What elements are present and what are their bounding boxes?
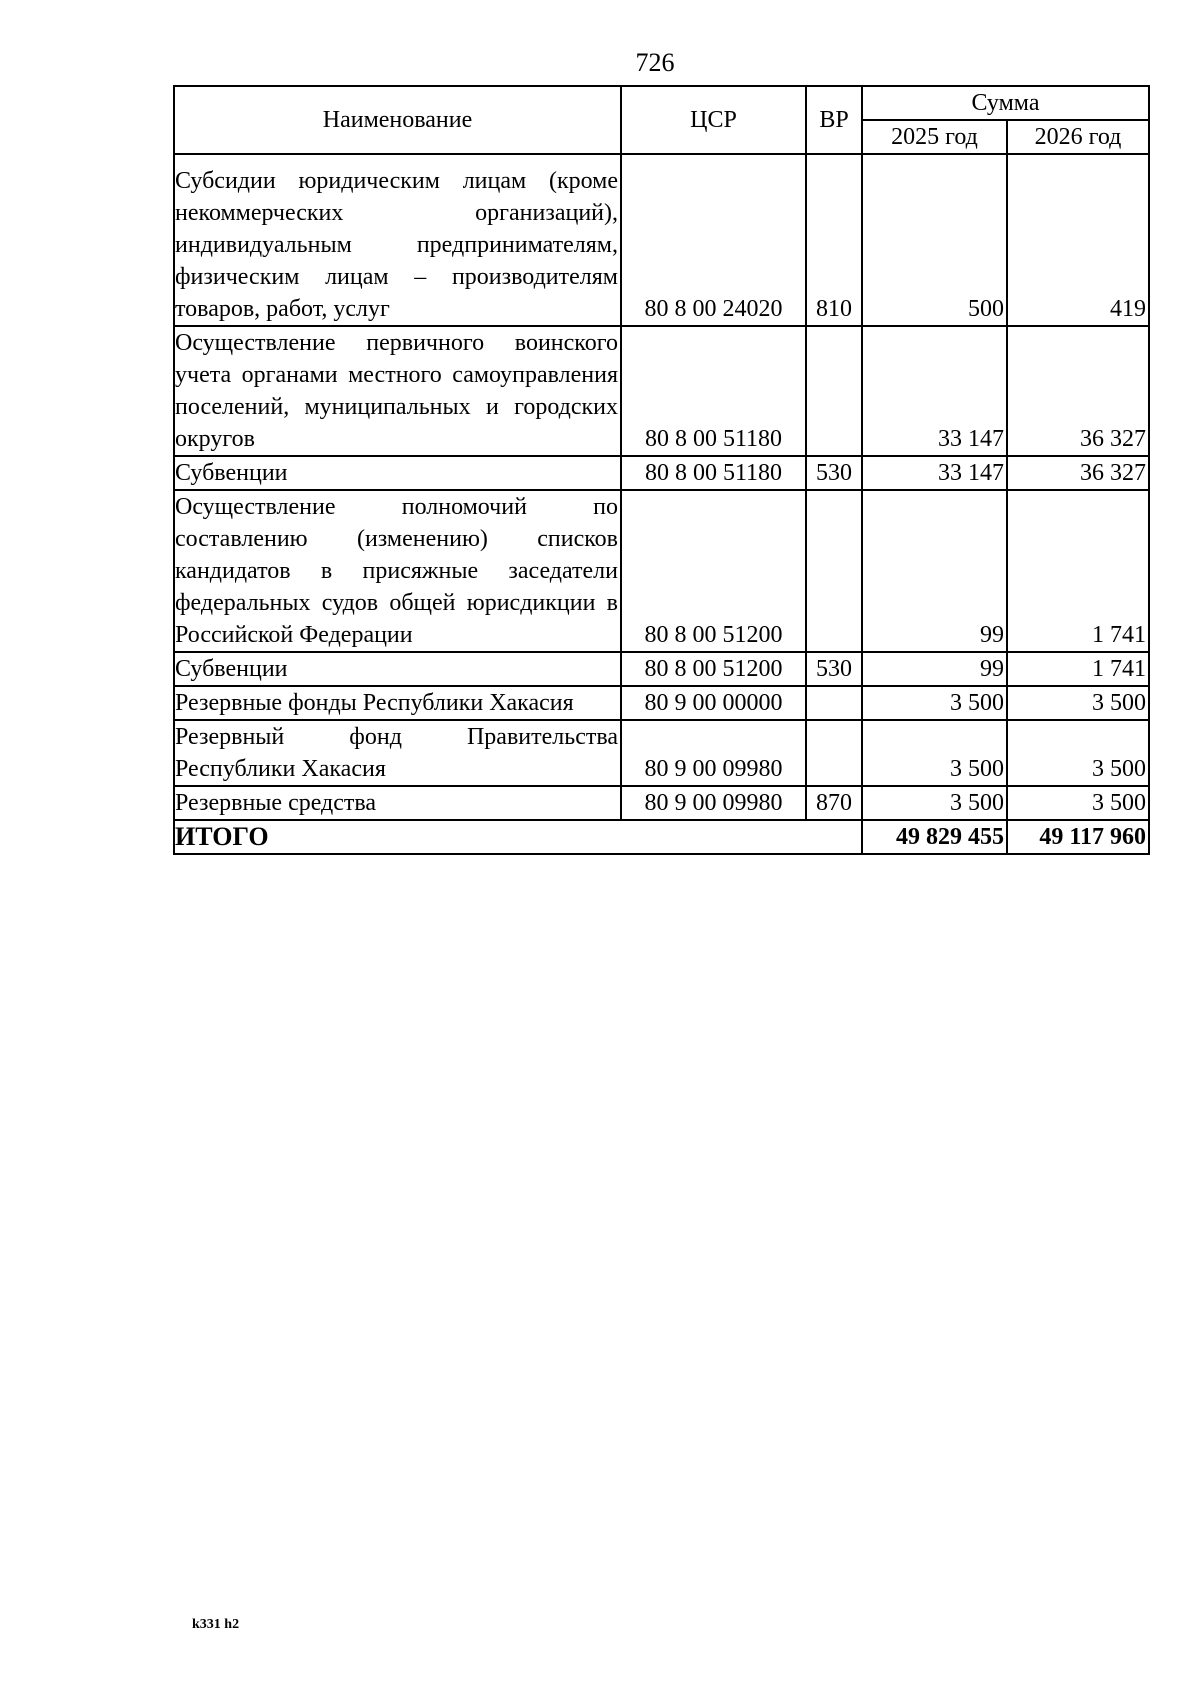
row-sum-2026: 3 500: [1007, 720, 1149, 786]
row-vr: [806, 490, 862, 652]
footer-code: k331 h2: [192, 1617, 240, 1632]
row-sum-2025: 33 147: [862, 456, 1007, 490]
row-name: Субвенции: [174, 652, 621, 686]
row-vr: 870: [806, 786, 862, 820]
row-vr: [806, 326, 862, 456]
row-name: Резервные средства: [174, 786, 621, 820]
row-sum-2025: 99: [862, 652, 1007, 686]
table-row: [174, 720, 1149, 786]
total-sum-2026: 49 117 960: [1007, 820, 1149, 854]
table-row: [174, 490, 1149, 652]
page-number: 726: [635, 48, 675, 77]
row-sum-2025: 500: [862, 154, 1007, 326]
row-sum-2026: 36 327: [1007, 326, 1149, 456]
row-vr: [806, 686, 862, 720]
table-row: [174, 652, 1149, 686]
row-csr: 80 8 00 51180: [621, 326, 806, 456]
row-name: Субвенции: [174, 456, 621, 490]
total-sum-2025: 49 829 455: [862, 820, 1007, 854]
table-row: [174, 456, 1149, 490]
row-csr: 80 8 00 51200: [621, 490, 806, 652]
table-row: [174, 154, 1149, 326]
total-label: ИТОГО: [174, 820, 862, 854]
row-sum-2026: 1 741: [1007, 490, 1149, 652]
row-name: Субсидии юридическим лицам (кроме некоммерческих организаций), индивидуальным предпринимателям, физическим лицам – производителям товаров, работ, услуг: [174, 154, 621, 326]
table-row: [174, 686, 1149, 720]
row-csr: 80 9 00 00000: [621, 686, 806, 720]
row-name: Осуществление первичного воинского учета органами местного самоуправления поселений, муниципальных и городских округов: [174, 326, 621, 456]
row-csr: 80 9 00 09980: [621, 786, 806, 820]
header-vr: ВР: [806, 86, 862, 154]
row-name: Резервный фонд Правительства Республики Хакасия: [174, 720, 621, 786]
row-sum-2026: 36 327: [1007, 456, 1149, 490]
table-row: [174, 326, 1149, 456]
row-csr: 80 8 00 24020: [621, 154, 806, 326]
row-sum-2025: 33 147: [862, 326, 1007, 456]
header-name: Наименование: [174, 86, 621, 154]
row-vr: [806, 720, 862, 786]
table-body: [174, 154, 1149, 854]
row-sum-2026: 419: [1007, 154, 1149, 326]
table-header: [174, 86, 1149, 154]
row-csr: 80 8 00 51180: [621, 456, 806, 490]
row-name: Резервные фонды Республики Хакасия: [174, 686, 621, 720]
row-vr: 530: [806, 652, 862, 686]
row-vr: 530: [806, 456, 862, 490]
row-csr: 80 9 00 09980: [621, 720, 806, 786]
row-sum-2026: 3 500: [1007, 686, 1149, 720]
row-name: Осуществление полномочий по составлению (изменению) списков кандидатов в присяжные заседатели федеральных судов общей юрисдикции в Российской Федерации: [174, 490, 621, 652]
row-csr: 80 8 00 51200: [621, 652, 806, 686]
table-row: [174, 786, 1149, 820]
row-sum-2026: 3 500: [1007, 786, 1149, 820]
header-year-2026: 2026 год: [1007, 120, 1149, 154]
row-sum-2026: 1 741: [1007, 652, 1149, 686]
row-vr: 810: [806, 154, 862, 326]
header-csr: ЦСР: [621, 86, 806, 154]
budget-table: [173, 85, 1150, 855]
total-row: [174, 820, 1149, 854]
header-sum: Сумма: [862, 86, 1149, 120]
row-sum-2025: 99: [862, 490, 1007, 652]
header-year-2025: 2025 год: [862, 120, 1007, 154]
row-sum-2025: 3 500: [862, 720, 1007, 786]
row-sum-2025: 3 500: [862, 686, 1007, 720]
row-sum-2025: 3 500: [862, 786, 1007, 820]
